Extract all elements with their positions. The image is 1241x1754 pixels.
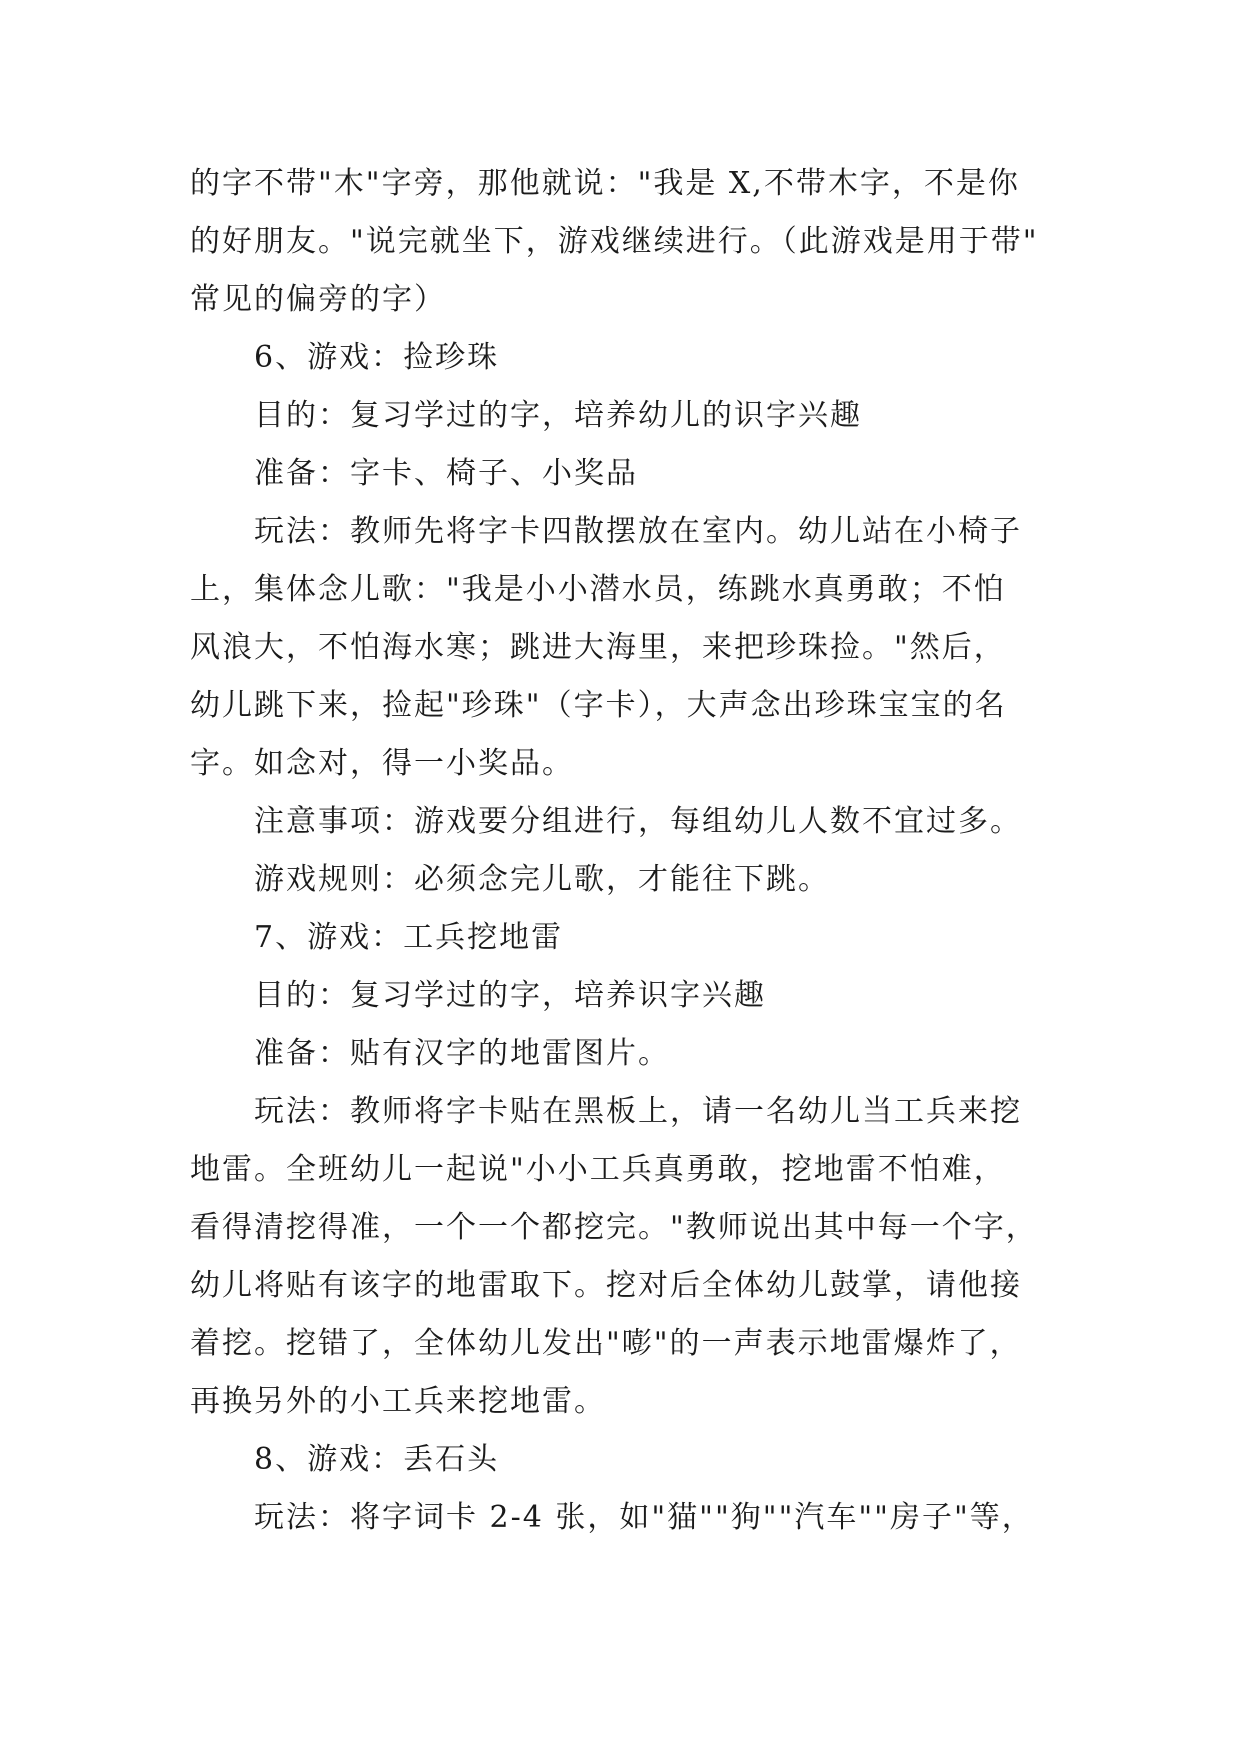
text-line: 准备：字卡、椅子、小奖品 xyxy=(254,456,638,491)
text-line: 的好朋友。"说完就坐下，游戏继续进行。（此游戏是用于带" xyxy=(190,224,1039,259)
text-line: 再换另外的小工兵来挖地雷。 xyxy=(190,1384,606,1419)
text-line: 幼儿跳下来，捡起"珍珠"（字卡），大声念出珍珠宝宝的名 xyxy=(190,688,1007,723)
text-line: 游戏规则：必须念完儿歌，才能往下跳。 xyxy=(254,862,830,897)
text-line: 准备：贴有汉字的地雷图片。 xyxy=(254,1036,670,1071)
text-line: 玩法：教师先将字卡四散摆放在室内。幼儿站在小椅子 xyxy=(254,514,1022,549)
document-body xyxy=(190,155,1070,1547)
text-line: 目的：复习学过的字，培养幼儿的识字兴趣 xyxy=(254,398,862,433)
text-line: 玩法：将字词卡 2-4 张，如"猫""狗""汽车""房子"等， xyxy=(254,1500,1034,1535)
section-heading-game-6: 6、游戏：捡珍珠 xyxy=(254,340,500,375)
section-heading-game-8: 8、游戏：丢石头 xyxy=(254,1442,500,1477)
text-line: 目的：复习学过的字，培养识字兴趣 xyxy=(254,978,766,1013)
text-line: 幼儿将贴有该字的地雷取下。挖对后全体幼儿鼓掌，请他接 xyxy=(190,1268,1022,1303)
text-line: 上，集体念儿歌："我是小小潜水员，练跳水真勇敢；不怕 xyxy=(190,572,1006,607)
text-line: 看得清挖得准，一个一个都挖完。"教师说出其中每一个字， xyxy=(190,1210,1038,1245)
section-heading-game-7: 7、游戏：工兵挖地雷 xyxy=(254,920,564,955)
text-line: 的字不带"木"字旁，那他就说："我是 X,不带木字，不是你 xyxy=(190,166,1020,201)
text-line: 常见的偏旁的字） xyxy=(190,282,446,317)
text-line: 地雷。全班幼儿一起说"小小工兵真勇敢，挖地雷不怕难， xyxy=(190,1152,1006,1187)
text-line: 着挖。挖错了，全体幼儿发出"嘭"的一声表示地雷爆炸了， xyxy=(190,1326,1022,1361)
text-line: 字。如念对，得一小奖品。 xyxy=(190,746,574,781)
text-line: 风浪大，不怕海水寒；跳进大海里，来把珍珠捡。"然后， xyxy=(190,630,1006,665)
text-line: 玩法：教师将字卡贴在黑板上，请一名幼儿当工兵来挖 xyxy=(254,1094,1022,1129)
text-line: 注意事项：游戏要分组进行，每组幼儿人数不宜过多。 xyxy=(254,804,1022,839)
